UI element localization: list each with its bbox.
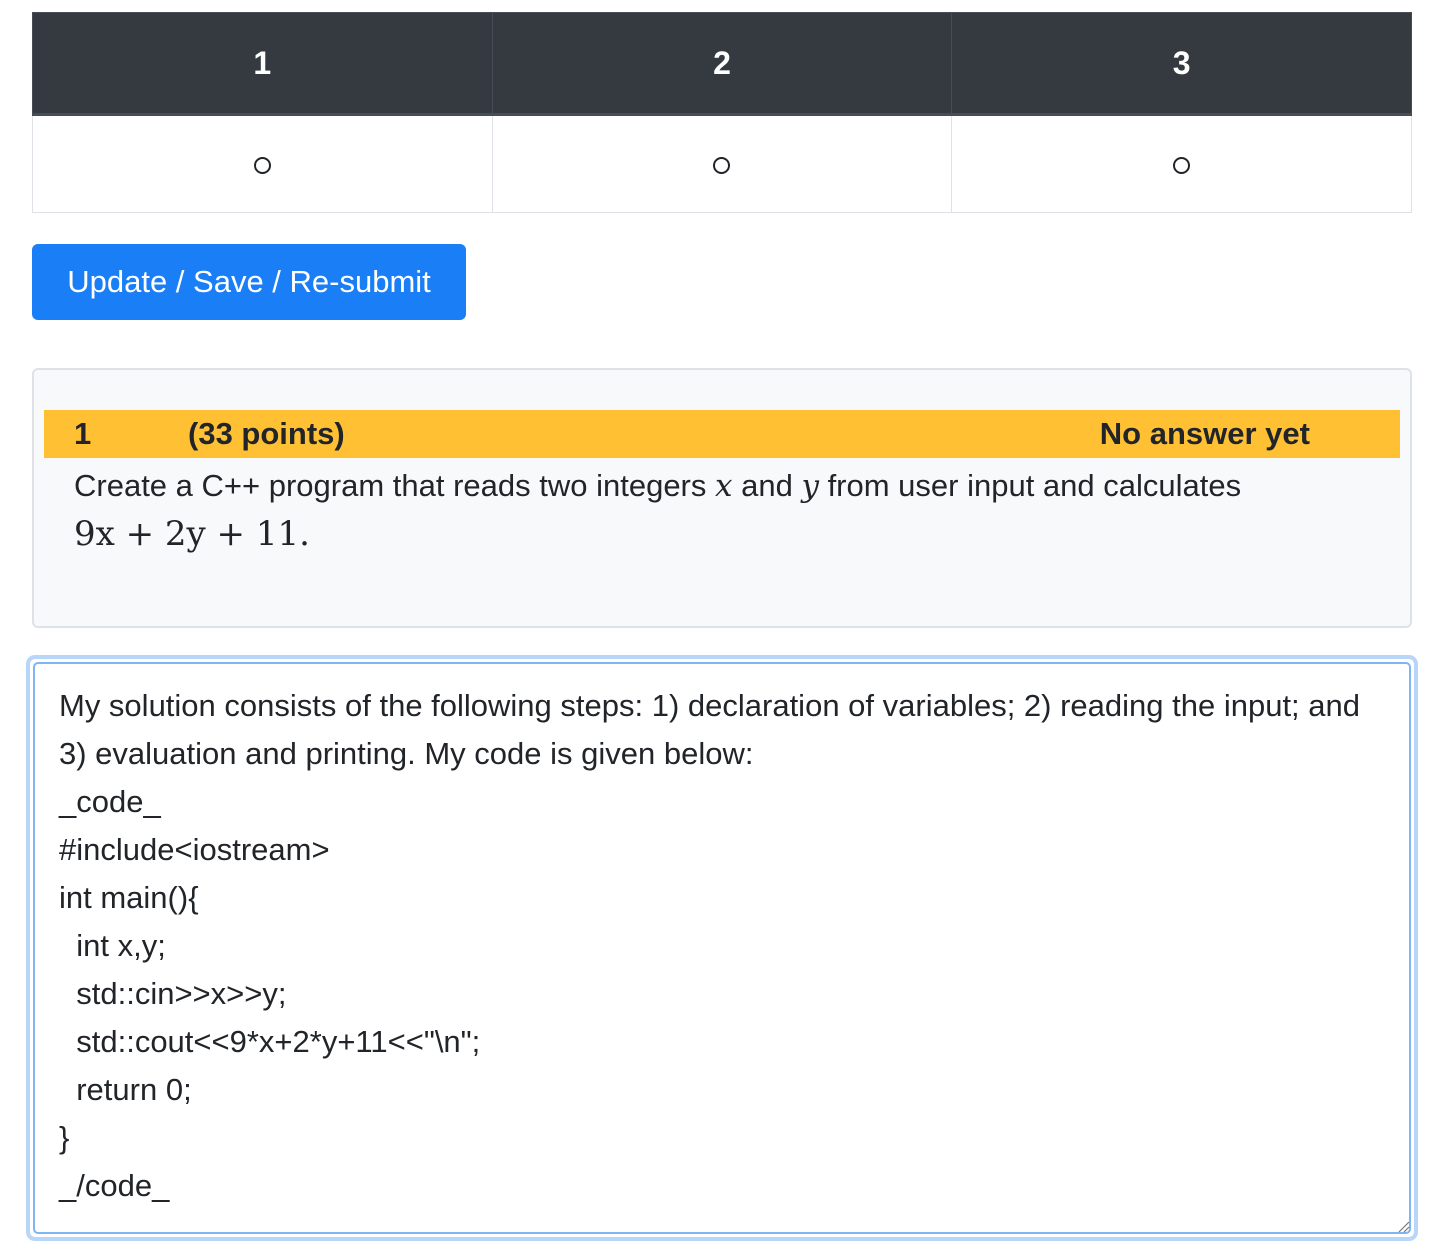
problem-number: 1 [74,416,92,451]
nav-status-row [33,115,1412,213]
problem-header [44,410,1400,458]
statement-prefix: Create a C++ program that reads two integers [74,468,715,503]
problem-statement [74,462,1374,559]
nav-cell-problem-3 [952,115,1412,213]
answer-status-badge: No answer yet [1099,416,1310,451]
problem-1-status-circle-icon[interactable] [254,157,271,174]
nav-header-row [33,13,1412,115]
math-variable-x: x [715,468,733,504]
problem-nav-table [32,12,1412,213]
math-variable-y: y [801,468,819,504]
statement-suffix: from user input and calculates [818,468,1242,503]
nav-header-problem-2[interactable]: 2 [492,13,952,115]
answer-textarea[interactable]: My solution consists of the following steps: 1) declaration of variables; 2) reading the input; and 3) evaluation and printing. My code is given below: _code_ #include<iostream> int main(){ int x,y; std::cin>>x>>y; std::cout<<9*x+2*y+11<<"\n"; return 0; } _/code_ [33,662,1411,1234]
statement-mid: and [732,468,802,503]
resize-handle-icon[interactable] [1396,1219,1410,1233]
answer-focus-ring [26,655,1418,1241]
nav-header-problem-3[interactable]: 3 [952,13,1412,115]
problem-points: (33 points) [188,416,345,451]
nav-cell-problem-1 [33,115,493,213]
problem-card [32,368,1412,628]
update-save-resubmit-button[interactable]: Update / Save / Re-submit [32,244,466,320]
problem-2-status-circle-icon[interactable] [713,157,730,174]
math-expression: 9x + 2y + 11. [74,514,310,554]
nav-header-problem-1[interactable]: 1 [33,13,493,115]
nav-cell-problem-2 [492,115,952,213]
problem-3-status-circle-icon[interactable] [1173,157,1190,174]
